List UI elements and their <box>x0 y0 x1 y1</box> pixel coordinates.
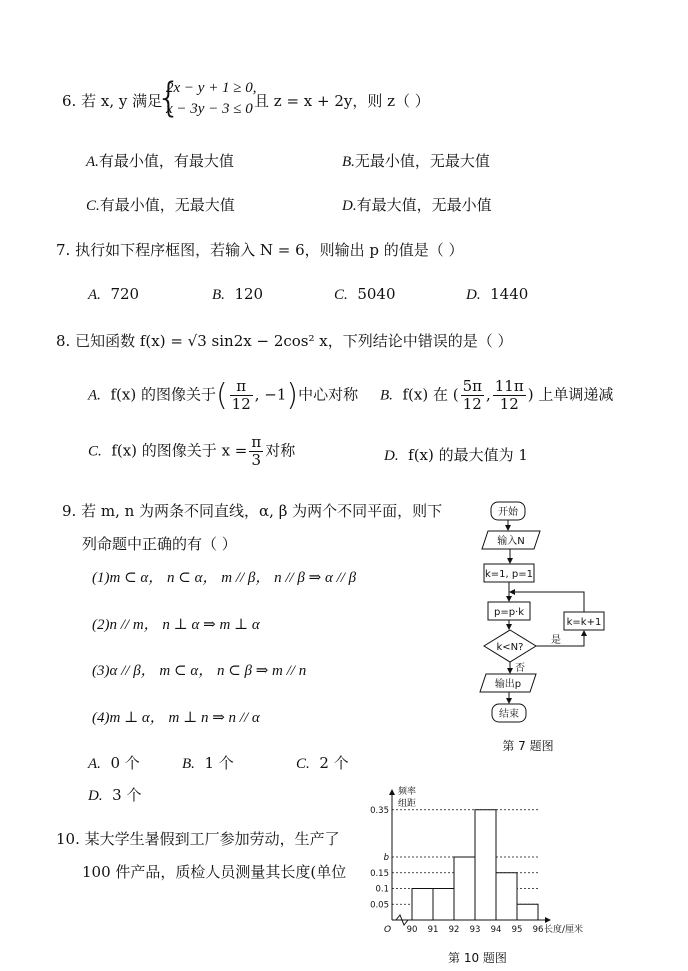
flowchart <box>470 496 620 760</box>
y-tick-label: 0.05 <box>370 900 389 911</box>
q8-option-c[interactable]: C. f(x) 的图像关于 x = $\frac{\pi}{3}$ 对称 <box>88 433 296 469</box>
q7-text: 执行如下程序框图，若输入 N = 6，则输出 p 的值是（ ） <box>75 241 464 259</box>
x-tick-label: 96 <box>532 925 544 935</box>
q7-option-a[interactable]: A. 720 <box>88 285 140 303</box>
flow-condition-text: k<N? <box>496 642 524 653</box>
y-tick-label: b <box>383 853 389 863</box>
brace-icon: { <box>156 75 182 121</box>
q9-stem <box>62 500 442 521</box>
flow-init-text: k=1, p=1 <box>485 569 533 580</box>
q8-option-d[interactable]: D. f(x) 的最大值为 1 <box>384 446 528 464</box>
origin-label: O <box>384 925 392 935</box>
flowchart-caption: 第 7 题图 <box>502 739 554 753</box>
q8-option-a[interactable]: A. f(x) 的图像关于( $\frac{\pi}{12}$ , −1)中心对称 <box>88 377 359 413</box>
q10-line1: 某大学生暑假到工厂参加劳动，生产了 <box>84 830 340 848</box>
flow-output-text: 输出p <box>494 679 522 690</box>
flow-no-label: 否 <box>515 663 525 674</box>
q9-option-a[interactable]: A. 0 个 <box>88 754 140 772</box>
q10-stem <box>56 828 340 849</box>
q8-c-fraction: $\frac{\pi}{3}$ <box>251 433 262 469</box>
x-tick-label: 91 <box>427 925 439 935</box>
histogram-bar <box>517 904 538 920</box>
histogram-bar <box>454 857 475 920</box>
ylabel-bottom: 组距 <box>398 799 417 809</box>
q7-option-c[interactable]: C. 5040 <box>334 285 396 303</box>
flow-end-text: 结束 <box>499 709 519 720</box>
q10-number: 10. <box>56 830 80 848</box>
histogram-bar <box>412 889 433 921</box>
q7-option-d[interactable]: D. 1440 <box>466 285 529 303</box>
q9-option-c[interactable]: C. 2 个 <box>296 754 349 772</box>
x-tick-label: 90 <box>406 925 418 935</box>
flow-start-text: 开始 <box>498 507 518 518</box>
histogram-bar <box>433 889 454 921</box>
q8-b-fraction-1: $\frac{5\pi}{12}$ <box>462 377 482 413</box>
y-tick-label: 0.15 <box>370 868 389 879</box>
histogram <box>360 780 600 970</box>
q6-option-d[interactable]: D.有最大值，无最小值 <box>342 196 492 214</box>
q7-option-b[interactable]: B. 120 <box>212 285 264 303</box>
q9-proposition-3: (3)α // β， m ⊂ α， n ⊂ β ⇒ m // n <box>92 663 307 679</box>
q6-inequality-1: 2x − y + 1 ≥ 0, <box>166 80 257 96</box>
q9-option-d[interactable]: D. 3 个 <box>88 786 142 804</box>
q6-tail: 且 z = x + 2y，则 z（ ） <box>254 92 430 110</box>
q9-option-b[interactable]: B. 1 个 <box>182 754 234 772</box>
q9-proposition-1: (1)m ⊂ α， n ⊂ α， m // β， n // β ⇒ α // β <box>92 570 357 586</box>
q6-option-b[interactable]: B.无最小值，无最大值 <box>342 152 490 170</box>
q9-line2: 列命题中正确的有（ ） <box>82 535 237 553</box>
q6-inequality-2: x − 3y − 3 ≤ 0 <box>166 101 253 117</box>
q8-b-fraction-2: $\frac{11\pi}{12}$ <box>494 377 524 413</box>
x-tick-label: 93 <box>469 925 481 935</box>
q6-option-a[interactable]: A.有最小值，有最大值 <box>86 152 234 170</box>
q9-proposition-4: (4)m ⊥ α， m ⊥ n ⇒ n // α <box>92 710 260 726</box>
q6-stem <box>62 90 162 111</box>
flow-calc-text: p=p·k <box>493 607 525 618</box>
q8-stem <box>56 330 513 351</box>
ylabel-top: 频率 <box>398 787 417 797</box>
q8-text: 已知函数 f(x) = √3 sin2x − 2cos² x，下列结论中错误的是（ ） <box>75 332 513 350</box>
q10-line2: 100 件产品，质检人员测量其长度(单位 <box>82 863 347 881</box>
histogram-caption: 第 10 题图 <box>448 951 507 965</box>
histogram-bar <box>475 810 496 920</box>
q8-number: 8. <box>56 332 71 350</box>
q8-option-b[interactable]: B. f(x) 在 ( $\frac{5\pi}{12}$ , $\frac{11\pi}{12}$ ) 上单调递减 <box>380 377 614 413</box>
q6-option-c[interactable]: C.有最小值，无最大值 <box>86 196 235 214</box>
x-tick-label: 92 <box>448 925 460 935</box>
xlabel: 长度/厘米 <box>544 925 584 935</box>
q9-number: 9. <box>62 502 77 520</box>
y-tick-label: 0.35 <box>370 805 389 816</box>
x-tick-label: 95 <box>511 925 523 935</box>
x-tick-label: 94 <box>490 925 502 935</box>
q6-lead: 若 x, y 满足 <box>81 92 163 110</box>
q6-number: 6. <box>62 92 77 110</box>
q7-stem <box>56 239 464 260</box>
q7-number: 7. <box>56 241 71 259</box>
q9-line1: 若 m, n 为两条不同直线，α, β 为两个不同平面，则下 <box>81 502 443 520</box>
q9-proposition-2: (2)n // m， n ⊥ α ⇒ m ⊥ α <box>92 617 260 633</box>
y-tick-label: 0.1 <box>375 884 389 895</box>
histogram-bar <box>496 873 517 920</box>
flow-input-text: 输入N <box>497 536 525 547</box>
flow-yes-label: 是 <box>551 635 561 646</box>
q8-a-fraction: $\frac{\pi}{12}$ <box>231 377 251 413</box>
flow-incr-text: k=k+1 <box>566 617 602 628</box>
